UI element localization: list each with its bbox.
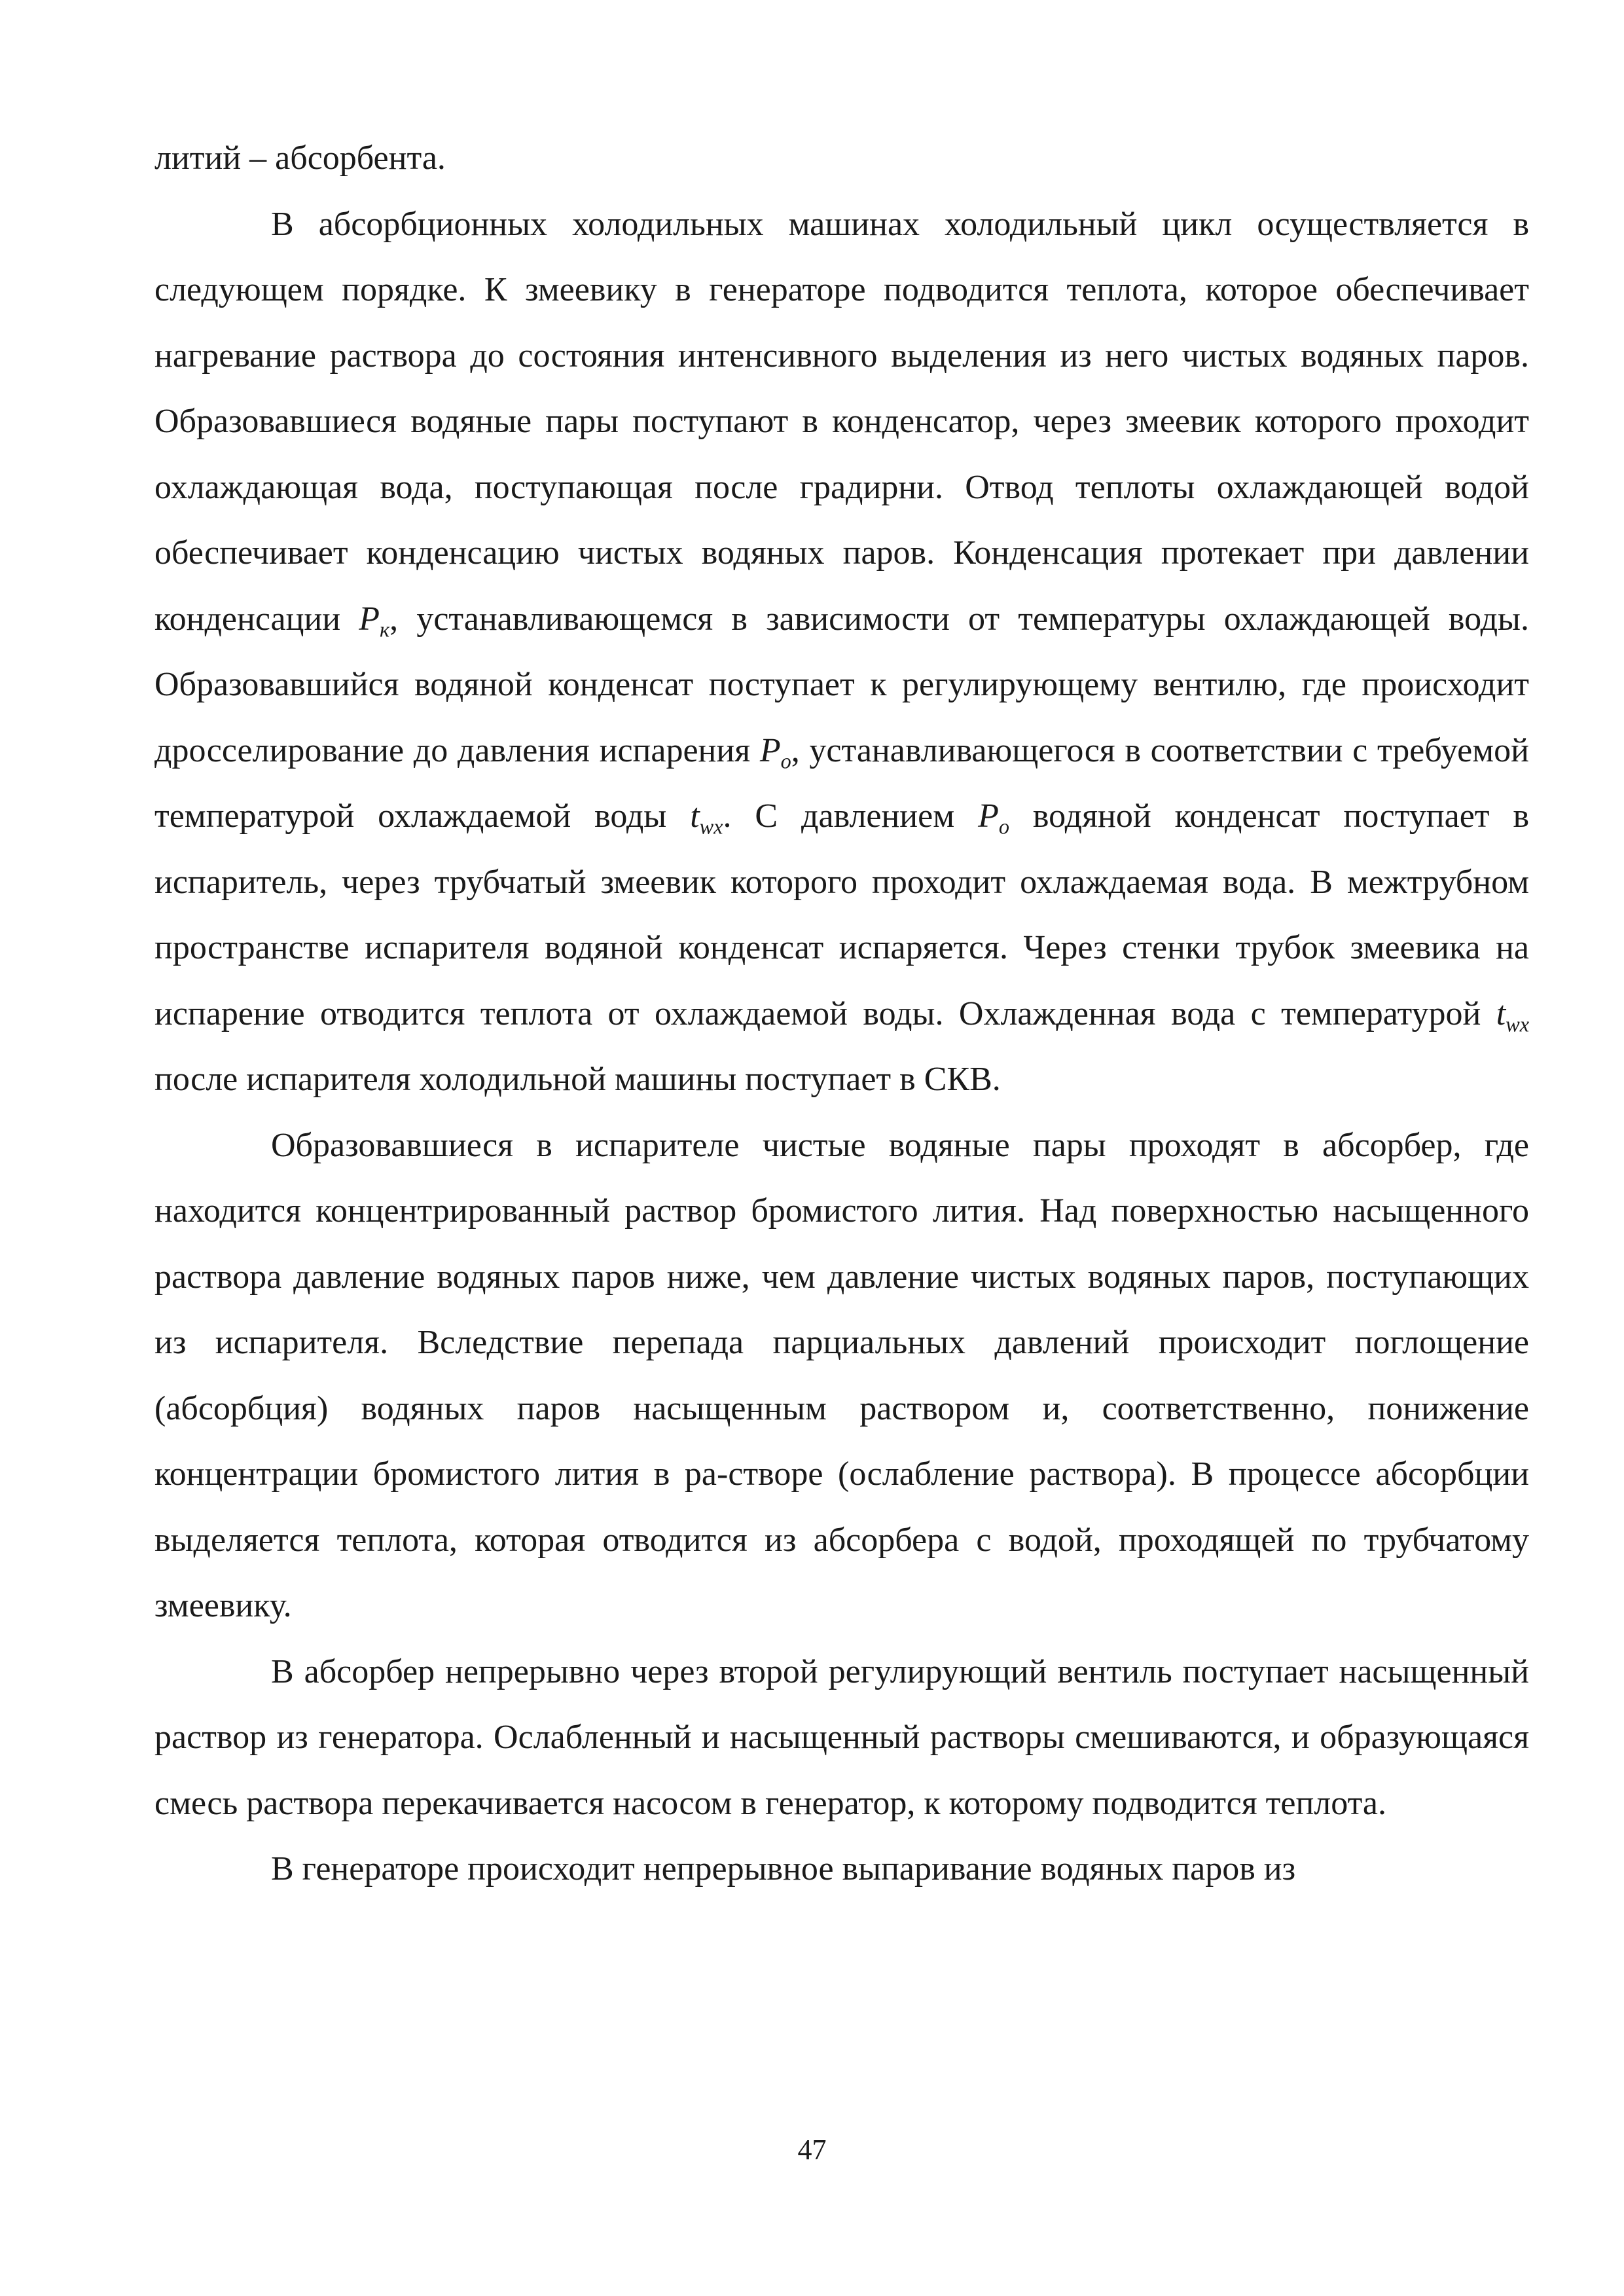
symbol-po: $P_o$: [759, 731, 791, 773]
paragraph-absorption-cycle: [154, 192, 1529, 1113]
paragraph-absorber: Образовавшиеся в испарителе чистые водяные пары проходят в абсорбер, где находится концентрированный раствор бромистого лития. Над поверхностью насыщенного раствора давление водяных паров ниже, чем давление чистых водяных паров, поступающих из испарителя. Вследствие перепада парциальных давлений происходит поглощение (абсорбция) водяных паров насыщенным раствором и, соответственно, понижение концентрации бромистого лития в ра-створе (ослабление раствора). В процессе абсорбции выделяется теплота, которая отводится из абсорбера с водой, проходящей по трубчатому змеевику.: [154, 1126, 1529, 1624]
text-segment: , устанавливающемся в зависимости от температуры охлаждающей воды. Образовавшийся водяной конденсат поступает к регулирующему вентилю, где происходит дросселирование до давления испарения: [154, 600, 1529, 769]
body-text: [154, 126, 1529, 1903]
symbol-twx: $t_{wx}$: [690, 797, 723, 839]
paragraph-continuation: литий – абсорбента.: [154, 139, 446, 177]
text-segment: . С давлением: [723, 797, 979, 835]
symbol-twx: $t_{wx}$: [1496, 994, 1529, 1036]
paragraph-generator: В генераторе происходит непрерывное выпаривание водяных паров из: [271, 1850, 1296, 1887]
page-number: 47: [797, 2134, 827, 2166]
symbol-po: $P_o$: [978, 797, 1009, 839]
text-segment: , устанавливающегося в соответствии с требуемой температурой охлаждаемой воды: [154, 731, 1529, 835]
text-segment: В абсорбционных холодильных машинах холодильный цикл осуществляется в следующем порядке. К змеевику в генераторе подводится теплота, которое обеспечивает нагревание раствора до состояния интенсивного выделения из него чистых водяных паров. Образовавшиеся водяные пары поступают в конденсатор, через змеевик которого проходит охлаждающая вода, поступающая после градирни. Отвод теплоты охлаждающей водой обеспечивает конденсацию чистых водяных паров. Конденсация протекает при давлении конденсации: [154, 205, 1529, 638]
text-segment: водяной конденсат поступает в испаритель, через трубчатый змеевик которого проходит охлаждаемая вода. В межтрубном пространстве испарителя водяной конденсат испаряется. Через стенки трубок змеевика на испарение отводится теплота от охлаждаемой воды. Охлажденная вода с температурой: [154, 797, 1530, 1032]
symbol-pk: $P_к$: [359, 600, 390, 641]
text-segment: после испарителя холодильной машины поступает в СКВ.: [154, 1061, 1001, 1098]
paragraph-mixing: В абсорбер непрерывно через второй регулирующий вентиль поступает насыщенный раствор из генератора. Ослабленный и насыщенный растворы смешиваются, и образующаяся смесь раствора перекачивается насосом в генератор, к которому подводится теплота.: [154, 1652, 1529, 1822]
